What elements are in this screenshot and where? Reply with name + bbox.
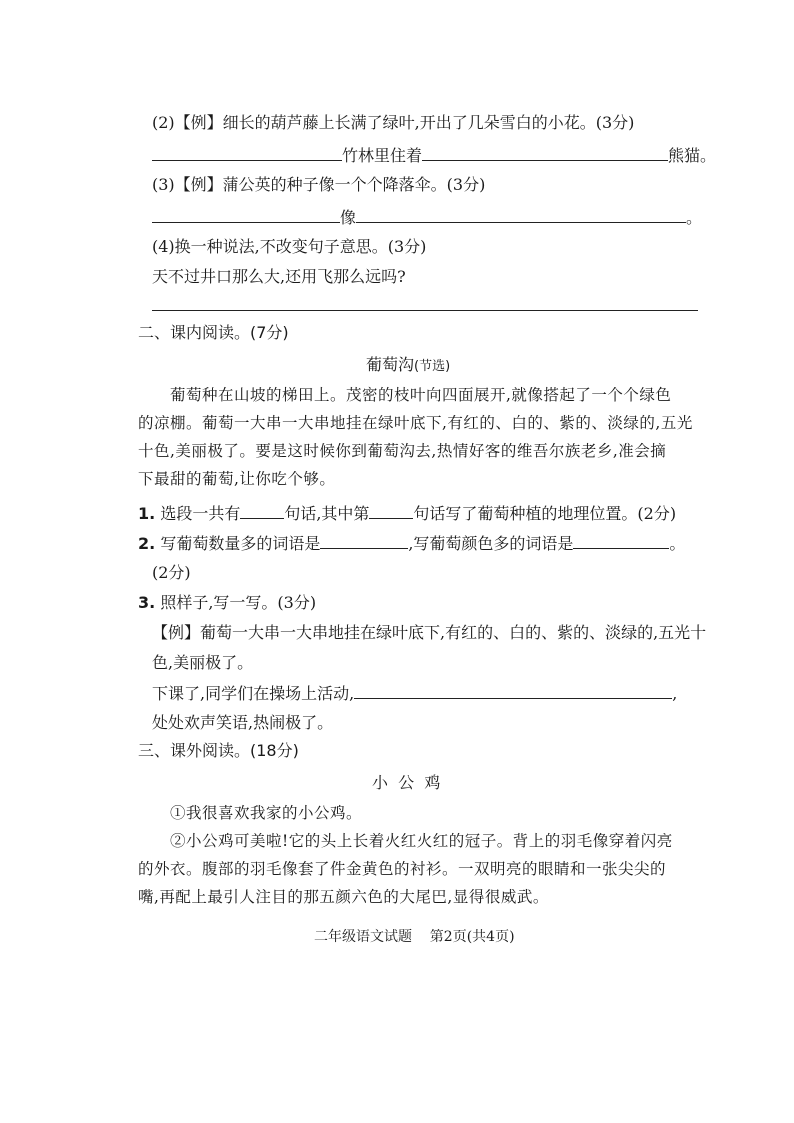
s2-q3-task-line <box>152 682 677 705</box>
s2-q2-text-c: 。 <box>669 534 686 553</box>
section3-heading: 三、课外阅读。(18分) <box>138 741 299 760</box>
s1-q2-mid: 竹林里住着 <box>342 146 423 165</box>
section2-title-note: (节选) <box>414 359 451 374</box>
s2-q2-blank-2[interactable] <box>573 532 669 549</box>
s2-q3-task-a: 下课了,同学们在操场上活动, <box>152 684 355 703</box>
s2-q3-example-1: 【例】葡萄一大串一大串地挂在绿叶底下,有红的、白的、紫的、淡绿的,五光十 <box>152 623 707 642</box>
s1-q3-blank-2[interactable] <box>356 206 686 223</box>
section2-title: 葡萄沟 <box>366 355 415 374</box>
s1-q3-example: (3)【例】蒲公英的种子像一个个降落伞。(3分) <box>152 175 486 194</box>
s2-q1 <box>138 502 676 525</box>
s1-q2-blank-2[interactable] <box>422 144 668 161</box>
s3-paragraph-1: ①我很喜欢我家的小公鸡。 <box>170 804 363 822</box>
section2-title-line <box>366 354 450 378</box>
s3-p2-line-3: 嘴,再配上最引人注目的那五颜六色的大尾巴,显得很威武。 <box>138 888 549 906</box>
passage-line-3: 十色,美丽极了。要是这时候你到葡萄沟去,热情好客的维吾尔族老乡,准会摘 <box>138 442 667 460</box>
s2-q2-score: (2分) <box>152 563 191 582</box>
s2-q3-number: 3. <box>138 593 156 612</box>
page-footer: 二年级语文试题 第2页(共4页) <box>314 929 515 945</box>
s1-q4-answer-rule[interactable] <box>152 310 698 311</box>
s3-p2-line-1: ②小公鸡可美啦!它的头上长着火红火红的冠子。背上的羽毛像穿着闪亮 <box>170 832 673 850</box>
s2-q1-text-c: 句话写了葡萄种植的地理位置。(2分) <box>413 504 677 523</box>
s2-q3-task-b: , <box>672 684 678 703</box>
s2-q3-prompt: 照样子,写一写。(3分) <box>160 593 317 612</box>
s1-q2-answer-line <box>152 144 716 167</box>
s2-q3-blank[interactable] <box>354 682 672 699</box>
s2-q3 <box>138 592 316 614</box>
s1-q3-blank-1[interactable] <box>152 206 340 223</box>
s1-q2-end: 熊猫。 <box>668 146 717 165</box>
section3-title: 小 公 鸡 <box>372 773 441 792</box>
s1-q4-sentence: 天不过井口那么大,还用飞那么远吗? <box>152 267 406 286</box>
s2-q2-blank-1[interactable] <box>320 532 408 549</box>
s2-q1-text-b: 句话,其中第 <box>284 504 370 523</box>
s2-q1-blank-1[interactable] <box>240 502 284 519</box>
s2-q3-example-2: 色,美丽极了。 <box>152 653 254 672</box>
s1-q2-blank-1[interactable] <box>152 144 342 161</box>
s2-q3-task-2: 处处欢声笑语,热闹极了。 <box>152 713 334 732</box>
s2-q1-blank-2[interactable] <box>369 502 413 519</box>
s1-q3-end: 。 <box>686 208 703 227</box>
s2-q2-number: 2. <box>138 534 156 553</box>
s3-p2-line-2: 的外衣。腹部的羽毛像套了件金黄色的衬衫。一双明亮的眼睛和一张尖尖的 <box>138 860 667 878</box>
s1-q3-answer-line <box>152 206 702 229</box>
s1-q3-mid: 像 <box>340 208 357 227</box>
s2-q2 <box>138 532 685 555</box>
s2-q1-text-a: 选段一共有 <box>160 504 241 523</box>
passage-line-2: 的凉棚。葡萄一大串一大串地挂在绿叶底下,有红的、白的、紫的、淡绿的,五光 <box>138 414 693 432</box>
s2-q2-text-b: ,写葡萄颜色多的词语是 <box>408 534 574 553</box>
section2-heading: 二、课内阅读。(7分) <box>138 323 289 342</box>
s1-q4-prompt: (4)换一种说法,不改变句子意思。(3分) <box>152 237 427 256</box>
passage-line-1: 葡萄种在山坡的梯田上。茂密的枝叶向四面展开,就像搭起了一个个绿色 <box>170 386 672 404</box>
passage-line-4: 下最甜的葡萄,让你吃个够。 <box>138 470 336 488</box>
s2-q2-text-a: 写葡萄数量多的词语是 <box>160 534 321 553</box>
s1-q2-example: (2)【例】细长的葫芦藤上长满了绿叶,开出了几朵雪白的小花。(3分) <box>152 113 635 132</box>
s2-q1-number: 1. <box>138 504 156 523</box>
